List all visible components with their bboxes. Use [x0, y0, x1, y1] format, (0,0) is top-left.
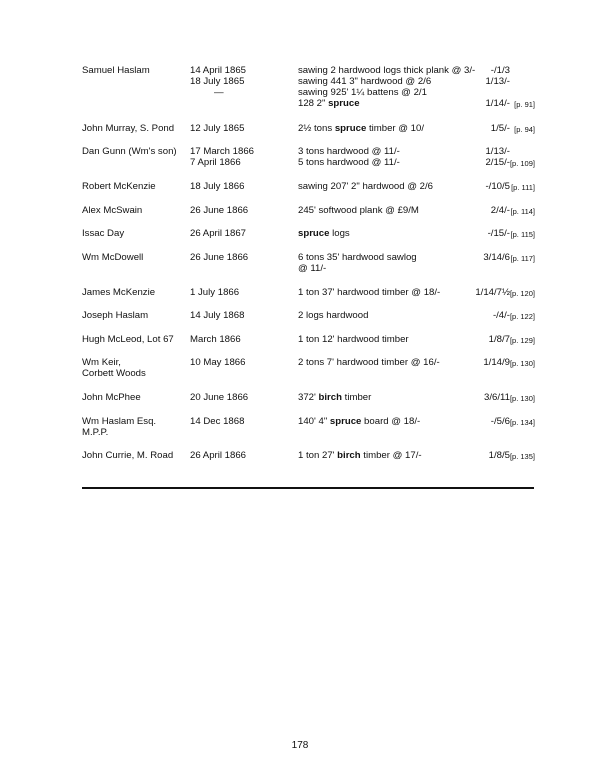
item-description-line	[298, 157, 400, 168]
amount-value: -/1/3	[490, 65, 510, 76]
amount-value: 1/14/-	[485, 98, 510, 109]
item-description-line	[298, 287, 440, 298]
amount-value: 1/13/-	[485, 76, 510, 87]
amount-value: 3/14/6	[483, 252, 510, 263]
page-reference: [p. 129]	[509, 336, 535, 345]
entry-date: 18 July 1865	[190, 76, 245, 87]
item-description-line	[298, 334, 409, 345]
entry-date: 14 April 1865	[190, 65, 247, 76]
entry-date: 7 April 1866	[190, 157, 241, 168]
wood-type-emphasis: spruce	[298, 228, 330, 239]
item-description-line	[298, 263, 326, 274]
entry-date: 10 May 1866	[190, 357, 246, 368]
item-description-line	[298, 76, 431, 87]
item-description-line	[298, 65, 475, 76]
description-text: 372'	[298, 392, 319, 403]
description-text: timber @ 10/	[366, 123, 425, 134]
page-number: 178	[291, 740, 309, 751]
description-text: @ 11/-	[298, 263, 327, 274]
description-text: 2 tons 7' hardwood timber @ 16/-	[298, 357, 440, 368]
wood-type-emphasis: spruce	[328, 98, 360, 109]
entry-date: 14 Dec 1868	[190, 416, 245, 427]
description-text: 1 ton 27'	[298, 450, 338, 461]
page-reference: [p. 109]	[509, 159, 535, 168]
page-reference: [p. 115]	[510, 230, 535, 239]
description-text: 245' softwood plank @ £9/M	[298, 205, 419, 216]
description-text: sawing 925' 1¼ battens @ 2/1	[298, 87, 427, 98]
entry-date: 26 April 1866	[190, 450, 247, 461]
item-description-line	[298, 87, 427, 98]
customer-name: M.P.P.	[82, 427, 109, 438]
description-text: sawing 207' 2" hardwood @ 2/6	[298, 181, 433, 192]
entry-date: March 1866	[190, 334, 241, 345]
description-text: 3 tons hardwood @ 11/-	[298, 146, 400, 157]
item-description-line	[298, 450, 422, 461]
description-text: 1 ton 12' hardwood timber	[298, 334, 409, 345]
item-description-line	[298, 357, 440, 368]
description-text: 6 tons 35' hardwood sawlog	[298, 252, 417, 263]
description-text: 140' 4"	[298, 416, 330, 427]
item-description-line	[298, 416, 420, 427]
ditto-mark: —	[214, 87, 224, 98]
item-description-line	[298, 205, 419, 216]
section-rule	[82, 487, 534, 489]
entry-date: 26 April 1867	[190, 228, 247, 239]
amount-value: -/10/5	[485, 181, 510, 192]
description-text: sawing 441 3" hardwood @ 2/6	[298, 76, 432, 87]
amount-value: 2/15/-	[485, 157, 510, 168]
page-reference: [p. 111]	[511, 183, 535, 192]
amount-value: 1/14/7½	[475, 287, 510, 298]
amount-value: 3/6/11	[484, 392, 510, 403]
customer-name: Wm Keir,	[82, 357, 121, 368]
customer-name: Hugh McLeod, Lot 67	[82, 334, 174, 345]
page-reference: [p. 120]	[509, 289, 535, 298]
description-text: board @ 18/-	[361, 416, 421, 427]
page-reference: [p. 117]	[510, 254, 535, 263]
entry-date: 1 July 1866	[190, 287, 240, 298]
page-reference: [p. 94]	[514, 125, 535, 134]
description-text: 5 tons hardwood @ 11/-	[298, 157, 400, 168]
page-reference: [p. 135]	[509, 452, 535, 461]
item-description-line	[298, 392, 371, 403]
entry-date: 20 June 1866	[190, 392, 249, 403]
item-description-line	[298, 181, 433, 192]
entry-date: 26 June 1866	[190, 252, 249, 263]
amount-value: -/5/6	[490, 416, 510, 427]
item-description-line	[298, 228, 350, 239]
customer-name: James McKenzie	[82, 287, 156, 298]
amount-value: 1/8/5	[488, 450, 510, 461]
page-reference: [p. 91]	[514, 100, 535, 109]
amount-value: 1/14/9	[483, 357, 510, 368]
wood-type-emphasis: birch	[318, 392, 342, 403]
entry-date: 12 July 1865	[190, 123, 245, 134]
page-reference: [p. 130]	[509, 359, 535, 368]
customer-name: John Murray, S. Pond	[82, 123, 175, 134]
wood-type-emphasis: spruce	[329, 416, 362, 427]
customer-name: Issac Day	[82, 228, 125, 239]
amount-value: 1/5/-	[490, 123, 510, 134]
item-description-line	[298, 98, 360, 109]
entry-date: 14 July 1868	[190, 310, 245, 321]
amount-value: -/15/-	[487, 228, 510, 239]
wood-type-emphasis: spruce	[334, 123, 367, 134]
description-text: 128 2"	[298, 98, 329, 109]
page-reference: [p. 122]	[509, 312, 535, 321]
customer-name: Wm McDowell	[82, 252, 144, 263]
amount-value: -/4/-	[492, 310, 510, 321]
page-reference: [p. 134]	[509, 418, 535, 427]
amount-value: 1/8/7	[488, 334, 510, 345]
page-reference: [p. 114]	[510, 207, 535, 216]
entry-date: 18 July 1866	[190, 181, 245, 192]
description-text: 2½ tons	[298, 123, 335, 134]
customer-name: Wm Haslam Esq.	[82, 416, 157, 427]
item-description-line	[298, 252, 417, 263]
customer-name: Alex McSwain	[82, 205, 143, 216]
item-description-line	[298, 146, 400, 157]
customer-name: Corbett Woods	[82, 368, 146, 379]
item-description-line	[298, 310, 368, 321]
wood-type-emphasis: birch	[337, 450, 361, 461]
description-text: timber	[341, 392, 372, 403]
entry-date: 17 March 1866	[190, 146, 254, 157]
description-text: 1 ton 37' hardwood timber @ 18/-	[298, 287, 441, 298]
description-text: timber @ 17/-	[360, 450, 422, 461]
item-description-line	[298, 123, 424, 134]
page-reference: [p. 130]	[509, 394, 535, 403]
customer-name: Dan Gunn (Wm's son)	[82, 146, 177, 157]
customer-name: John McPhee	[82, 392, 141, 403]
entry-date: 26 June 1866	[190, 205, 249, 216]
customer-name: Samuel Haslam	[82, 65, 150, 76]
description-text: logs	[329, 228, 350, 239]
description-text: 2 logs hardwood	[298, 310, 369, 321]
customer-name: Joseph Haslam	[82, 310, 149, 321]
customer-name: John Currie, M. Road	[82, 450, 174, 461]
amount-value: 1/13/-	[485, 146, 510, 157]
amount-value: 2/4/-	[490, 205, 510, 216]
description-text: sawing 2 hardwood logs thick plank @ 3/-	[298, 65, 476, 76]
customer-name: Robert McKenzie	[82, 181, 156, 192]
